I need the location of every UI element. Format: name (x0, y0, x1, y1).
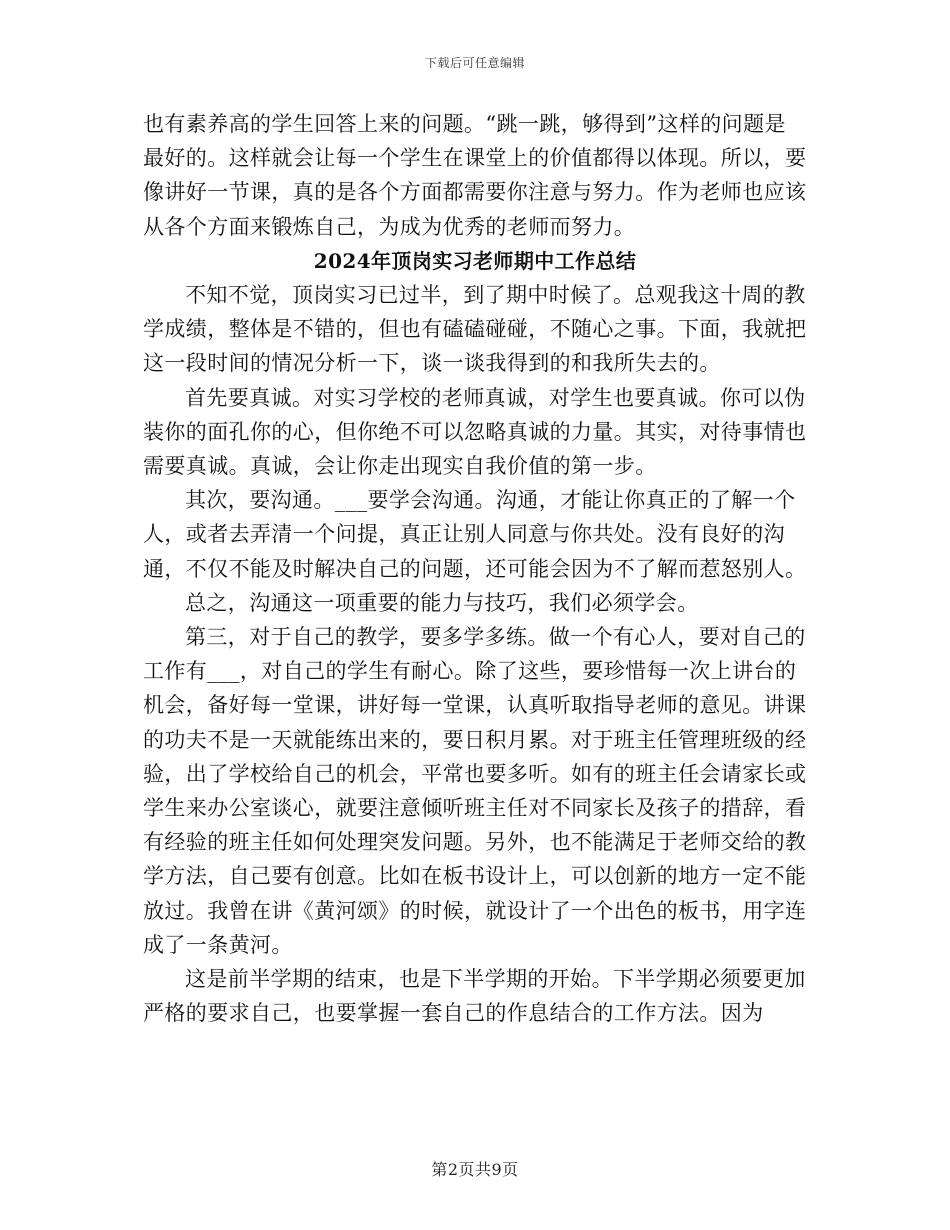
paragraph: 不知不觉，顶岗实习已过半，到了期中时候了。总观我这十周的教学成绩，整体是不错的，但也有磕磕碰碰，不随心之事。下面，我就把这一段时间的情况分析一下，谈一谈我得到的和我所失去的。 (143, 283, 807, 376)
paragraph: 总之，沟通这一项重要的能力与技巧，我们必须学会。 (185, 590, 699, 615)
document-title: 2024年顶岗实习老师期中工作总结 (313, 248, 637, 273)
intro-paragraph: 也有素养高的学生回答上来的问题。“跳一跳，够得到”这样的问题是最好的。这样就会让每一个学生在课堂上的价值都得以体现。所以，要像讲好一节课，真的是各个方面都需要你注意与努力。作为老师也应该从各个方面来锻炼自己，为成为优秀的老师而努力。 (143, 112, 807, 239)
paragraph: 其次，要沟通。___要学会沟通。沟通，才能让你真正的了解一个人，或者去弄清一个问提，真正让别人同意与你共处。没有良好的沟通，不仅不能及时解决自己的问题，还可能会因为不了解而惹怒别人。 (143, 488, 807, 581)
page-footer: 第2页共9页 (431, 1160, 519, 1179)
header-note: 下载后可任意编辑 (424, 56, 525, 70)
paragraph: 这是前半学期的结束，也是下半学期的开始。下半学期必须要更加严格的要求自己，也要掌握一套自己的作息结合的工作方法。因为 (143, 967, 806, 1026)
paragraph: 第三，对于自己的教学，要多学多练。做一个有心人，要对自己的工作有___，对自己的学生有耐心。除了这些，要珍惜每一次上讲台的机会，备好每一堂课，讲好每一堂课，认真听取指导老师的意见。讲课的功夫不是一天就能练出来的，要日积月累。对于班主任管理班级的经验，出了学校给自己的机会，平常也要多听。如有的班主任会请家长或学生来办公室谈心，就要注意倾听班主任对不同家长及孩子的措辞，看有经验的班主任如何处理突发问题。另外，也不能满足于老师交给的教学方法，自己要有创意。比如在板书设计上，可以创新的地方一定不能放过。我曾在讲《黄河颂》的时候，就设计了一个出色的板书，用字连成了一条黄河。 (143, 625, 807, 957)
document-body (143, 107, 807, 1030)
paragraph: 首先要真诚。对实习学校的老师真诚，对学生也要真诚。你可以伪装你的面孔你的心，但你绝不可以忽略真诚的力量。其实，对待事情也需要真诚。真诚，会让你走出现实自我价值的第一步。 (143, 385, 807, 479)
